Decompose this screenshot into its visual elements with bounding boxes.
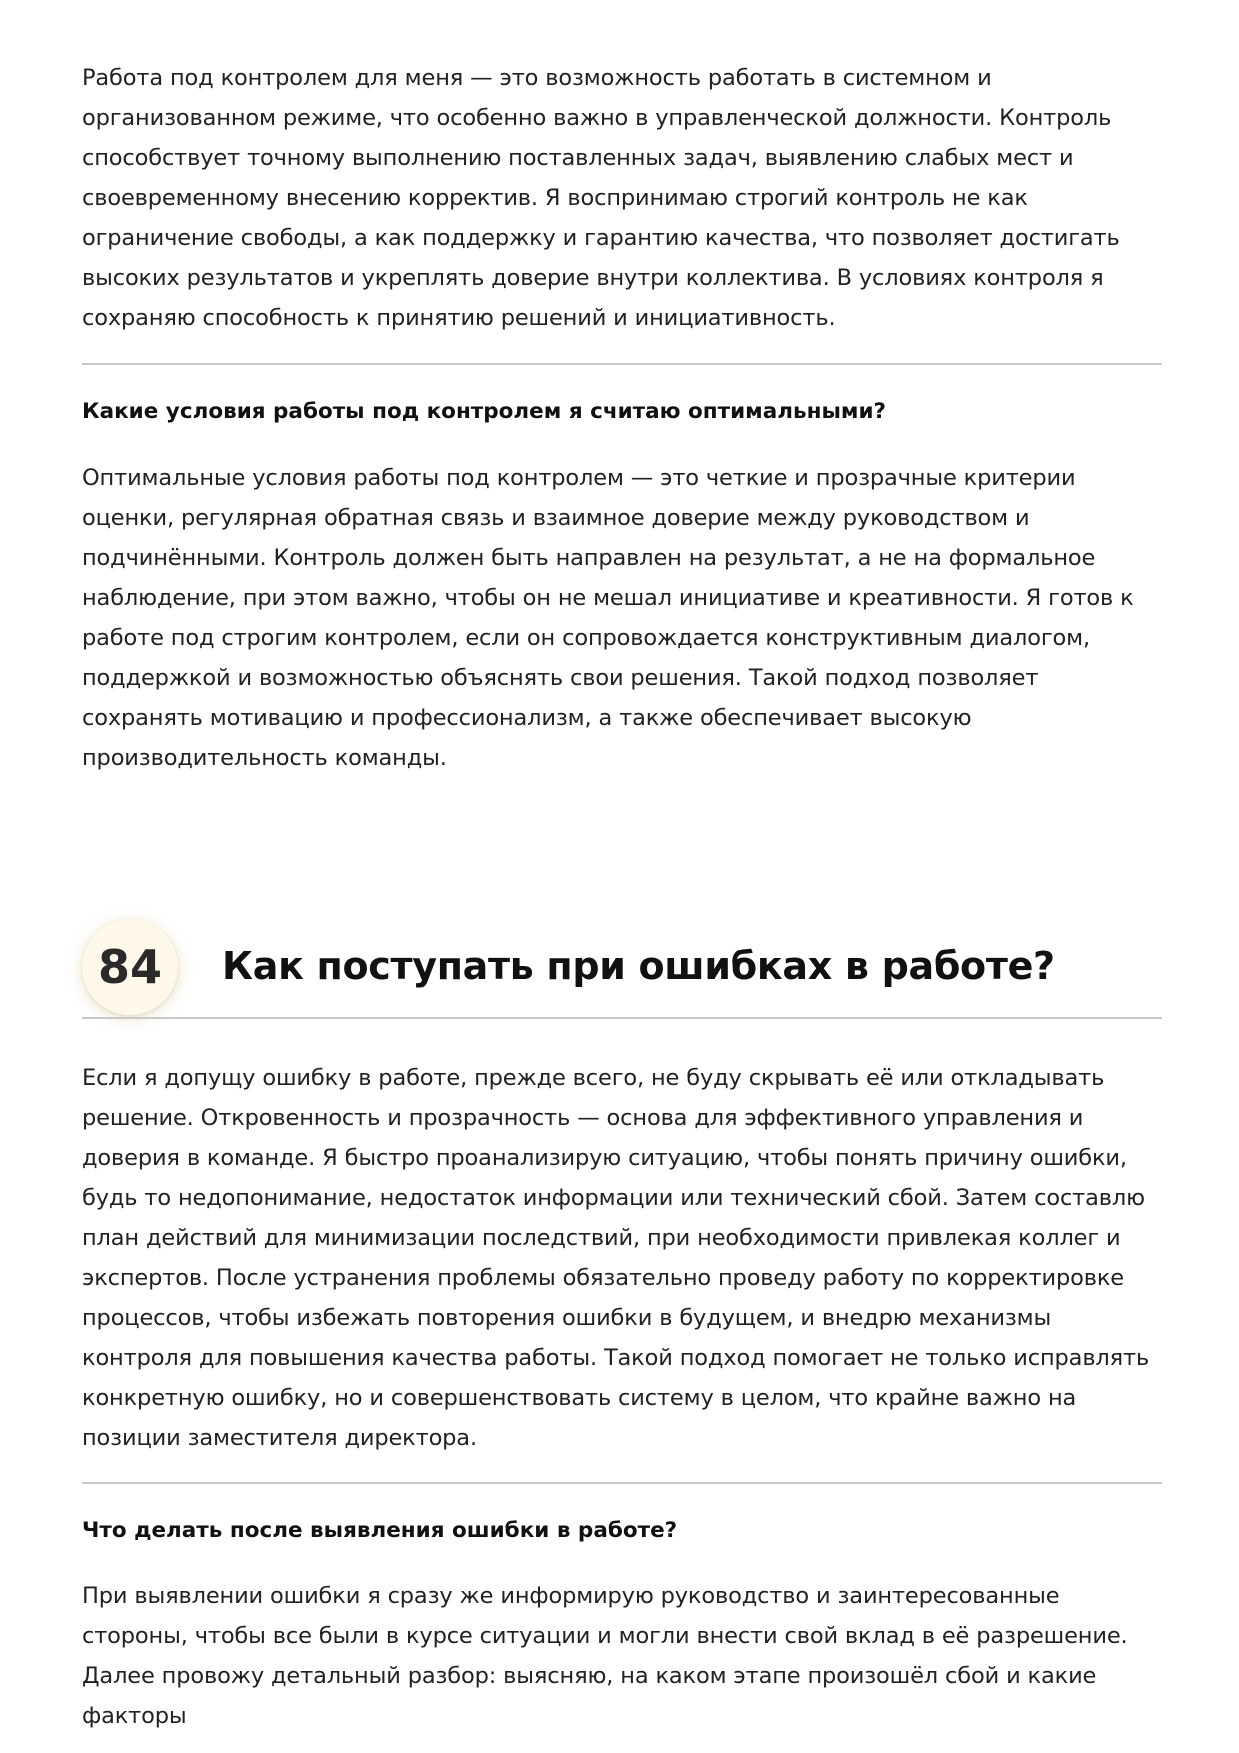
answer-paragraph: Оптимальные условия работы под контролем — это четкие и прозрачные критерии оценки, регулярная обратная связь и взаимное доверие между руководством и подчинёнными. Контроль должен быть направлен на результат, а не на формальное наблюдение, при этом важно, чтобы он не мешал инициативе и креативности. Я готов к работе под строгим контролем, если он сопровождается конструктивным диалогом, поддержкой и возможностью объяснять свои решения. Такой подход позволяет сохранять мотивацию и профессионализм, а также обеспечивает высокую производительность команды. <box>82 465 1134 771</box>
subquestion-heading: Что делать после выявления ошибки в работе? <box>82 1518 678 1543</box>
subquestion-heading: Какие условия работы под контролем я считаю оптимальными? <box>82 399 887 424</box>
answer-block <box>82 458 1162 778</box>
intro-answer-block <box>82 58 1162 338</box>
divider <box>82 1482 1162 1484</box>
sub-answer-paragraph: При выявлении ошибки я сразу же информирую руководство и заинтересованные стороны, чтобы все были в курсе ситуации и могли внести свой вклад в её разрешение. Далее провожу детальный разбор: выясняю, на каком этапе произошёл сбой и какие факторы <box>82 1583 1128 1729</box>
sub-answer-block <box>82 1576 1162 1736</box>
section-header <box>82 913 1162 1017</box>
section-divider <box>82 1017 1162 1019</box>
section-number-badge: 84 <box>82 919 178 1015</box>
section-title: Как поступать при ошибках в работе? <box>222 944 1055 988</box>
intro-paragraph: Работа под контролем для меня — это возможность работать в системном и организованном режиме, что особенно важно в управленческой должности. Контроль способствует точному выполнению поставленных задач, выявлению слабых мест и своевременному внесению корректив. Я воспринимаю строгий контроль не как ограничение свободы, а как поддержку и гарантию качества, что позволяет достигать высоких результатов и укреплять доверие внутри коллектива. В условиях контроля я сохраняю способность к принятию решений и инициативность. <box>82 65 1120 331</box>
section-answer-block <box>82 1058 1162 1458</box>
divider <box>82 363 1162 365</box>
section-answer-paragraph: Если я допущу ошибку в работе, прежде всего, не буду скрывать её или откладывать решение. Откровенность и прозрачность — основа для эффективного управления и доверия в команде. Я быстро проанализирую ситуацию, чтобы понять причину ошибки, будь то недопонимание, недостаток информации или технический сбой. Затем составлю план действий для минимизации последствий, при необходимости привлекая коллег и экспертов. После устранения проблемы обязательно проведу работу по корректировке процессов, чтобы избежать повторения ошибки в будущем, и внедрю механизмы контроля для повышения качества работы. Такой подход помогает не только исправлять конкретную ошибку, но и совершенствовать систему в целом, что крайне важно на позиции заместителя директора. <box>82 1065 1150 1451</box>
